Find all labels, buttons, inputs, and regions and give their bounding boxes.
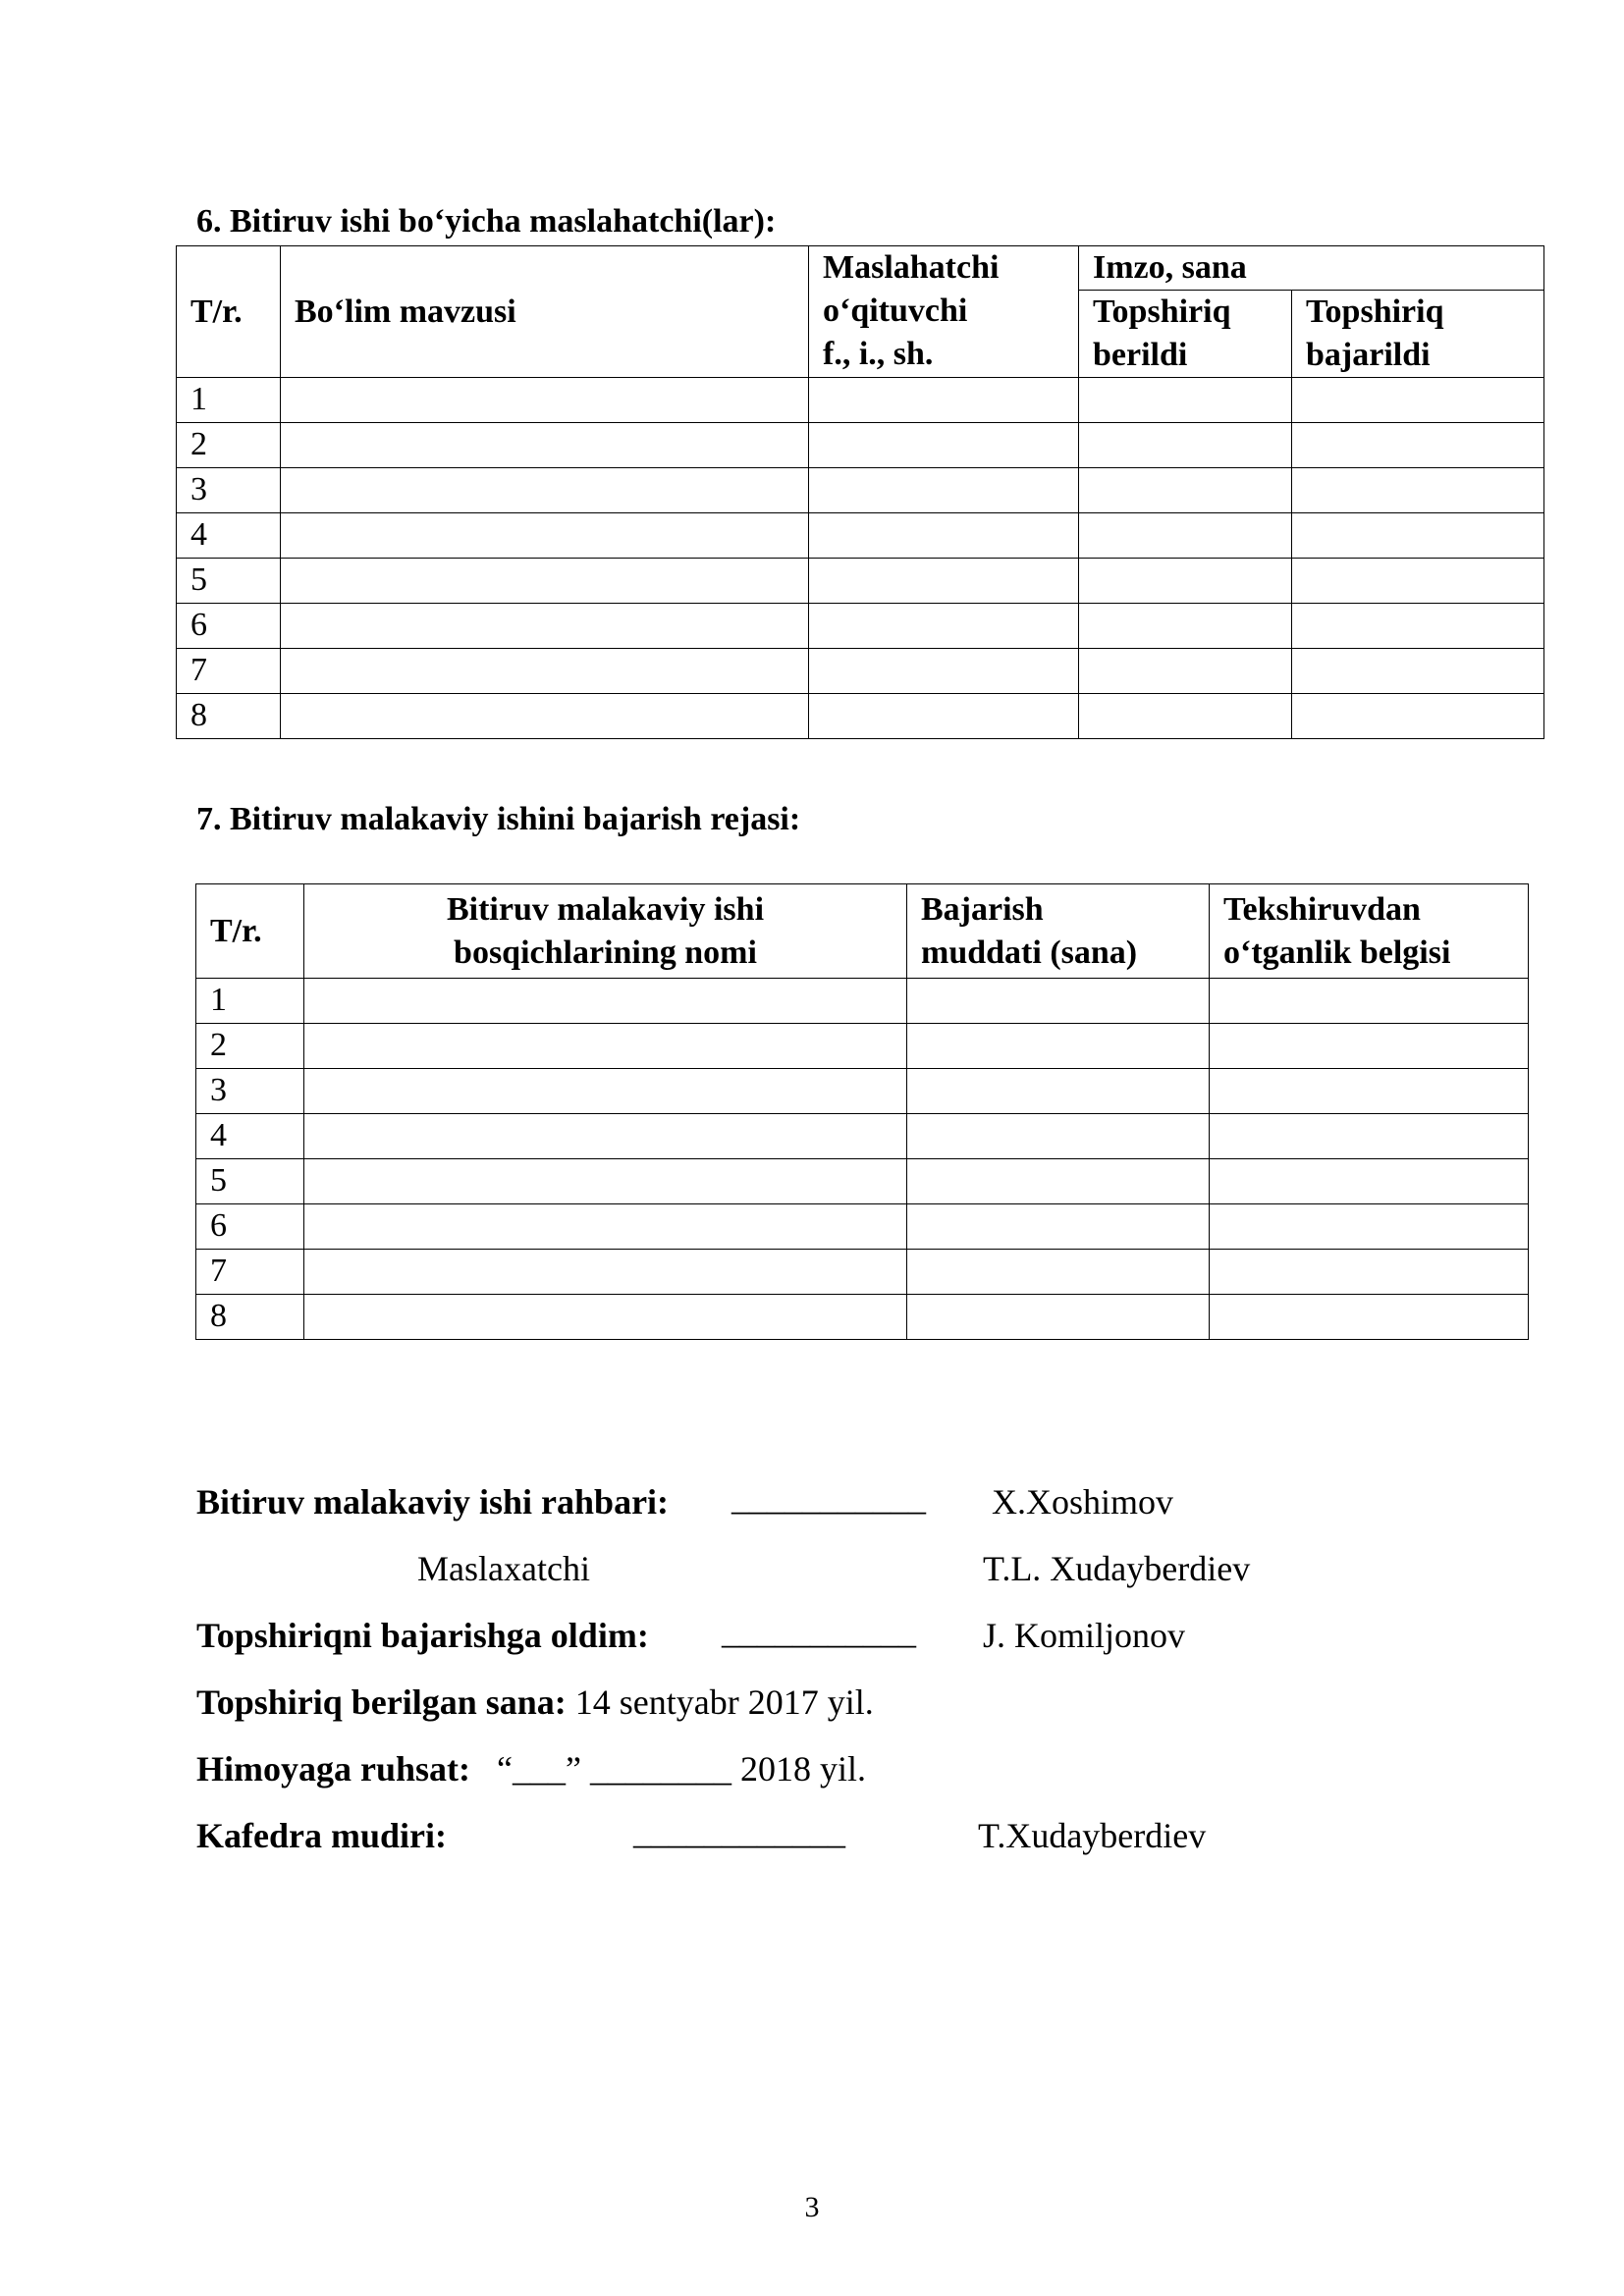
empty-cell	[1292, 378, 1544, 423]
table-row	[177, 468, 1544, 513]
supervisor-label: Bitiruv malakaviy ishi rahbari:	[196, 1482, 670, 1522]
empty-cell	[304, 1250, 907, 1295]
row-number: 5	[177, 559, 281, 604]
done-line1: Topshiriq	[1306, 294, 1444, 330]
empty-cell	[907, 1024, 1210, 1069]
empty-cell	[304, 1295, 907, 1340]
empty-cell	[1292, 559, 1544, 604]
stage-line2: bosqichlarining nomi	[454, 934, 757, 971]
given-date-label: Topshiriq berilgan sana:	[196, 1682, 567, 1722]
col-check-header	[1210, 884, 1529, 979]
head-label: Kafedra mudiri:	[196, 1816, 447, 1855]
empty-cell	[1292, 604, 1544, 649]
row-number: 7	[196, 1250, 304, 1295]
empty-cell	[281, 513, 809, 559]
row-number: 2	[196, 1024, 304, 1069]
row-number: 1	[196, 979, 304, 1024]
row-number: 4	[177, 513, 281, 559]
empty-cell	[1210, 1295, 1529, 1340]
empty-cell	[809, 604, 1079, 649]
empty-cell	[809, 694, 1079, 739]
empty-cell	[1210, 1204, 1529, 1250]
empty-cell	[1210, 1114, 1529, 1159]
empty-cell	[907, 1250, 1210, 1295]
empty-cell	[1292, 468, 1544, 513]
table-row	[177, 649, 1544, 694]
empty-cell	[1210, 1069, 1529, 1114]
empty-cell	[281, 649, 809, 694]
stage-line1: Bitiruv malakaviy ishi	[446, 890, 765, 928]
row-number: 1	[177, 378, 281, 423]
empty-cell	[1210, 1250, 1529, 1295]
empty-cell	[304, 1024, 907, 1069]
section7-heading: 7. Bitiruv malakaviy ishini bajarish rejasi:	[196, 801, 801, 837]
accepted-name: J. Komiljonov	[983, 1616, 1186, 1655]
empty-cell	[907, 1069, 1210, 1114]
empty-cell	[1292, 649, 1544, 694]
given-date-value: 14 sentyabr 2017 yil.	[574, 1682, 874, 1722]
table-row	[196, 1069, 1529, 1114]
empty-cell	[907, 1159, 1210, 1204]
table-row	[196, 1204, 1529, 1250]
row-number: 5	[196, 1159, 304, 1204]
empty-cell	[304, 1204, 907, 1250]
defense-label: Himoyaga ruhsat:	[196, 1749, 470, 1789]
table-row	[177, 694, 1544, 739]
check-line2: o‘tganlik belgisi	[1223, 934, 1451, 971]
empty-cell	[907, 1295, 1210, 1340]
advisors-table	[176, 245, 1544, 739]
empty-cell	[281, 378, 809, 423]
check-line1: Tekshiruvdan	[1223, 890, 1421, 928]
consultant-label: Maslaxatchi	[417, 1549, 590, 1588]
col-topic-header: Bo‘lim mavzusi	[281, 246, 809, 378]
accepted-signature-blank: ___________	[722, 1612, 916, 1651]
table-row	[196, 1024, 1529, 1069]
table-row	[196, 1250, 1529, 1295]
empty-cell	[281, 694, 809, 739]
empty-cell	[809, 559, 1079, 604]
empty-cell	[1079, 604, 1292, 649]
row-number: 7	[177, 649, 281, 694]
empty-cell	[1079, 513, 1292, 559]
col-stage-header	[304, 884, 907, 979]
empty-cell	[809, 423, 1079, 468]
advisor-line1: Maslahatchi	[823, 249, 1000, 286]
empty-cell	[809, 468, 1079, 513]
empty-cell	[1292, 513, 1544, 559]
accepted-label: Topshiriqni bajarishga oldim:	[196, 1616, 649, 1655]
empty-cell	[1079, 468, 1292, 513]
empty-cell	[1210, 1024, 1529, 1069]
row-number: 2	[177, 423, 281, 468]
empty-cell	[1079, 423, 1292, 468]
table-row	[196, 1114, 1529, 1159]
plan-table	[195, 883, 1529, 1340]
row-number: 8	[177, 694, 281, 739]
row-number: 8	[196, 1295, 304, 1340]
empty-cell	[304, 1114, 907, 1159]
empty-cell	[907, 1204, 1210, 1250]
row-number: 4	[196, 1114, 304, 1159]
consultant-name: T.L. Xudayberdiev	[983, 1549, 1251, 1588]
head-signature-blank: ____________	[633, 1812, 845, 1851]
empty-cell	[1210, 1159, 1529, 1204]
table-row	[177, 559, 1544, 604]
table-row	[177, 423, 1544, 468]
empty-cell	[1079, 694, 1292, 739]
row-number: 3	[177, 468, 281, 513]
table-row	[196, 979, 1529, 1024]
section6-heading: 6. Bitiruv ishi bo‘yicha maslahatchi(lar):	[196, 203, 777, 240]
head-name: T.Xudayberdiev	[978, 1816, 1207, 1855]
empty-cell	[907, 1114, 1210, 1159]
page-number: 3	[804, 2191, 820, 2223]
row-number: 3	[196, 1069, 304, 1114]
empty-cell	[1079, 649, 1292, 694]
col-advisor-header	[809, 246, 1079, 378]
empty-cell	[907, 979, 1210, 1024]
deadline-line2: muddati (sana)	[921, 934, 1138, 971]
row-number: 6	[196, 1204, 304, 1250]
empty-cell	[281, 559, 809, 604]
empty-cell	[281, 423, 809, 468]
empty-cell	[1079, 559, 1292, 604]
advisor-line2: o‘qituvchi	[823, 293, 968, 329]
supervisor-signature-blank: ___________	[731, 1478, 926, 1518]
table-row	[177, 604, 1544, 649]
table-row	[196, 1159, 1529, 1204]
empty-cell	[281, 468, 809, 513]
defense-line	[196, 1747, 866, 1790]
table-row	[177, 513, 1544, 559]
given-date-line	[196, 1681, 874, 1724]
col-given-header	[1079, 291, 1292, 378]
given-line1: Topshiriq	[1093, 294, 1231, 330]
empty-cell	[1210, 979, 1529, 1024]
empty-cell	[1079, 378, 1292, 423]
empty-cell	[1292, 423, 1544, 468]
col-tr-header: T/r.	[177, 246, 281, 378]
col-deadline-header	[907, 884, 1210, 979]
done-line2: bajarildi	[1306, 337, 1431, 373]
deadline-line1: Bajarish	[921, 890, 1044, 928]
col-done-header	[1292, 291, 1544, 378]
given-line2: berildi	[1093, 337, 1188, 373]
empty-cell	[809, 513, 1079, 559]
empty-cell	[809, 378, 1079, 423]
table-row	[177, 378, 1544, 423]
advisor-line3: f., i., sh.	[823, 336, 934, 372]
defense-value: “___” ________ 2018 yil.	[497, 1749, 866, 1789]
col-tr-header: T/r.	[196, 884, 304, 979]
empty-cell	[809, 649, 1079, 694]
empty-cell	[1292, 694, 1544, 739]
row-number: 6	[177, 604, 281, 649]
empty-cell	[304, 1159, 907, 1204]
table-row	[196, 1295, 1529, 1340]
empty-cell	[304, 1069, 907, 1114]
supervisor-name: X.Xoshimov	[992, 1482, 1174, 1522]
empty-cell	[281, 604, 809, 649]
col-sign-date-header: Imzo, sana	[1079, 246, 1544, 291]
empty-cell	[304, 979, 907, 1024]
